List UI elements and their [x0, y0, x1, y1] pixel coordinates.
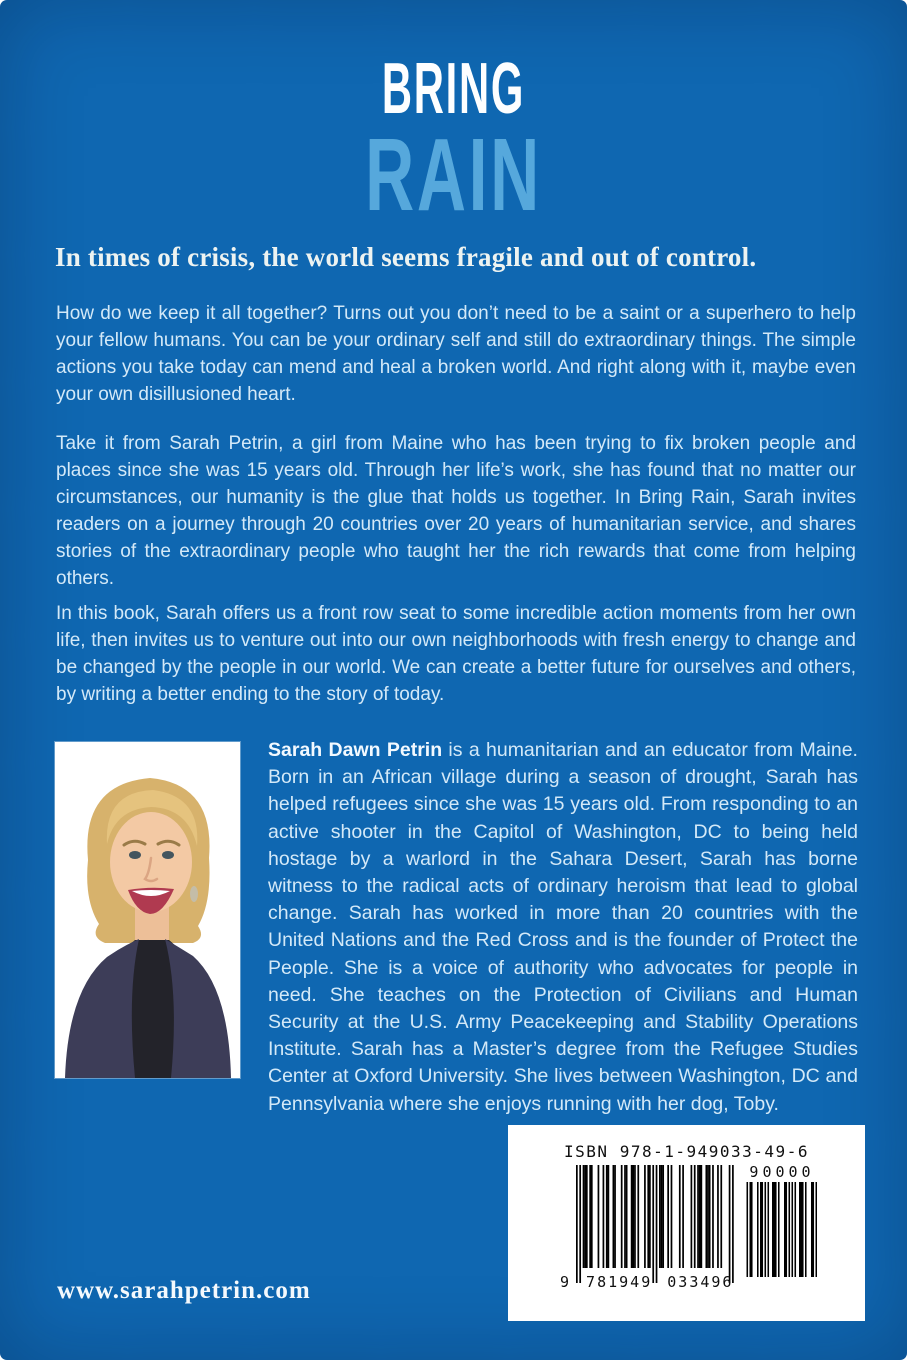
author-photo: [55, 742, 240, 1078]
author-name: Sarah Dawn Petrin: [268, 739, 443, 761]
isbn-barcode-panel: [508, 1125, 865, 1321]
synopsis-paragraph-1: How do we keep it all together? Turns out you don’t need to be a saint or a superhero to help your fellow humans. You can be your ordinary self and still do extraordinary things. The simple actions you take today can mend and heal a broken world. And right along with it, maybe even your own disillusioned heart.: [56, 303, 856, 405]
isbn-number: ISBN 978-1-949033-49-6: [564, 1142, 809, 1161]
website-url: www.sarahpetrin.com: [57, 1277, 311, 1304]
ean13-barcode: [576, 1165, 734, 1283]
author-bio-body: is a humanitarian and an educator from Maine. Born in an African village during a season of drought, Sarah has helped refugees since she was 15 years old. From responding to an active shooter in the Capitol of Washington, DC to being held hostage by a warlord in the Sahara Desert, Sarah has borne witness to the radical acts of ordinary heroism that lead to global change. Sarah has worked in more than 20 countries with the United Nations and the Red Cross and is the founder of Protect the People. She is a voice of authority who advocates for people in need. She teaches on the Protection of Civilians and Human Security at the U.S. Army Peacekeeping and Stability Operations Institute. Sarah has a Master’s degree from the Refugee Studies Center at Oxford University. She lives between Washington, DC and Pennsylvania where she enjoys running with her dog, Toby.: [268, 739, 858, 1115]
ean13-digits: 9 781949 033496: [560, 1273, 734, 1291]
headline: In times of crisis, the world seems fragile and out of control.: [55, 242, 757, 272]
ean5-supplement-barcode: [745, 1182, 817, 1277]
book-title-line2: RAIN: [365, 117, 542, 232]
author-portrait-illustration: [55, 742, 240, 1078]
price-code: 90000: [749, 1163, 815, 1181]
synopsis-paragraph-3: In this book, Sarah offers us a front row seat to some incredible action moments from her own life, then invites us to venture out into our own neighborhoods with fresh energy to change and be changed by the people in our world. We can create a better future for ourselves and others, by writing a better ending to the story of today.: [56, 603, 856, 705]
book-title-line1: BRING: [381, 49, 526, 129]
synopsis-paragraph-2: Take it from Sarah Petrin, a girl from Maine who has been trying to fix broken people and places since she was 15 years old. Through her life’s work, she has found that no matter our circumstances, our humanity is the glue that holds us together. In Bring Rain, Sarah invites readers on a journey through 20 countries over 20 years of humanitarian service, and shares stories of the extraordinary people who taught her the rich rewards that come from helping others.: [56, 433, 856, 589]
author-bio: [268, 737, 858, 1118]
title-block: [0, 46, 907, 232]
